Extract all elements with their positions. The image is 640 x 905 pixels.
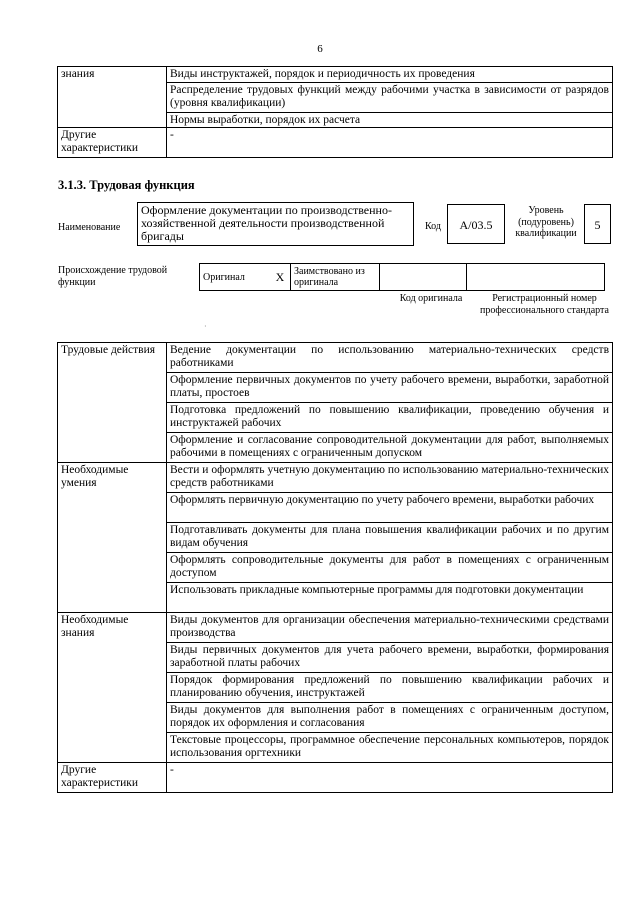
skill-item: Вести и оформлять учетную документацию по использованию материально-технических средств работниками: [167, 463, 613, 493]
knowledge-item: Нормы выработки, порядок их расчета: [167, 113, 613, 128]
labor-function-table: [57, 342, 613, 793]
qualification-level-box: 5: [584, 204, 611, 244]
skill-item: Оформлять первичную документацию по учету рабочего времени, выработки рабочих: [167, 493, 613, 523]
other-value: -: [167, 763, 613, 793]
function-name-box: Оформление документации по производственно-хозяйственной деятельности производственной бригады: [137, 202, 414, 246]
level-label: Уровень (подуровень) квалификации: [515, 205, 577, 239]
action-item: Подготовка предложений по повышению квалификации, проведению обучения и инструктажей рабочих: [167, 403, 613, 433]
action-item: Оформление и согласование сопроводительной документации для работ, выполняемых рабочими в помещениях с ограниченным допуском: [167, 433, 613, 463]
top-row-label-other: Другие характеристики: [58, 128, 167, 158]
action-item: Ведение документации по использованию материально-технических средств работниками: [167, 343, 613, 373]
skill-item: Оформлять сопроводительные документы для работ в помещениях с ограниченным доступом: [167, 553, 613, 583]
borrowed-label: Заимствовано из оригинала: [291, 264, 380, 291]
knowledge-label: Необходимые знания: [58, 613, 167, 763]
page-number: 6: [317, 43, 323, 55]
knowledge-item: Распределение трудовых функций между рабочими участка в зависимости от разрядов (уровня квалификации): [167, 83, 613, 113]
origin-table: [199, 263, 605, 291]
action-item: Оформление первичных документов по учету рабочего времени, выработки, заработной платы, простоев: [167, 373, 613, 403]
top-row-label-knowledge: знания: [58, 67, 167, 128]
name-label: Наименование: [58, 222, 121, 233]
knowledge-item: Виды документов для организации обеспечения материально-техническими средствами производства: [167, 613, 613, 643]
other-label: Другие характеристики: [58, 763, 167, 793]
code-original-caption: Код оригинала: [399, 293, 463, 304]
code-original-cell: [380, 264, 467, 291]
skills-label: Необходимые умения: [58, 463, 167, 613]
function-code-box: A/03.5: [447, 204, 505, 244]
skill-item: Подготавливать документы для плана повышения квалификации рабочих и по другим видам обучения: [167, 523, 613, 553]
origin-label: Происхождение трудовой функции: [58, 265, 168, 288]
knowledge-item: Виды инструктажей, порядок и периодичность их проведения: [167, 67, 613, 83]
knowledge-item: Текстовые процессоры, программное обеспечение персональных компьютеров, порядок использования оргтехники: [167, 733, 613, 763]
actions-label: Трудовые действия: [58, 343, 167, 463]
original-label: Оригинал: [200, 264, 271, 291]
other-characteristics-value: -: [167, 128, 613, 158]
tick-marker: ·: [204, 322, 207, 331]
reg-number-cell: [467, 264, 605, 291]
knowledge-item: Виды первичных документов для учета рабочего времени, выработки, формирования заработной платы рабочих: [167, 643, 613, 673]
section-heading: 3.1.3. Трудовая функция: [58, 178, 195, 192]
reg-number-caption: Регистрационный номер профессионального стандарта: [480, 293, 609, 316]
original-mark: X: [270, 264, 291, 291]
top-knowledge-table: [57, 66, 613, 158]
knowledge-item: Порядок формирования предложений по повышению квалификации рабочих и планированию обучения, инструктажей: [167, 673, 613, 703]
knowledge-item: Виды документов для выполнения работ в помещениях с ограниченным доступом, порядок их оформления и согласования: [167, 703, 613, 733]
skill-item: Использовать прикладные компьютерные программы для подготовки документации: [167, 583, 613, 613]
code-label: Код: [425, 221, 441, 232]
